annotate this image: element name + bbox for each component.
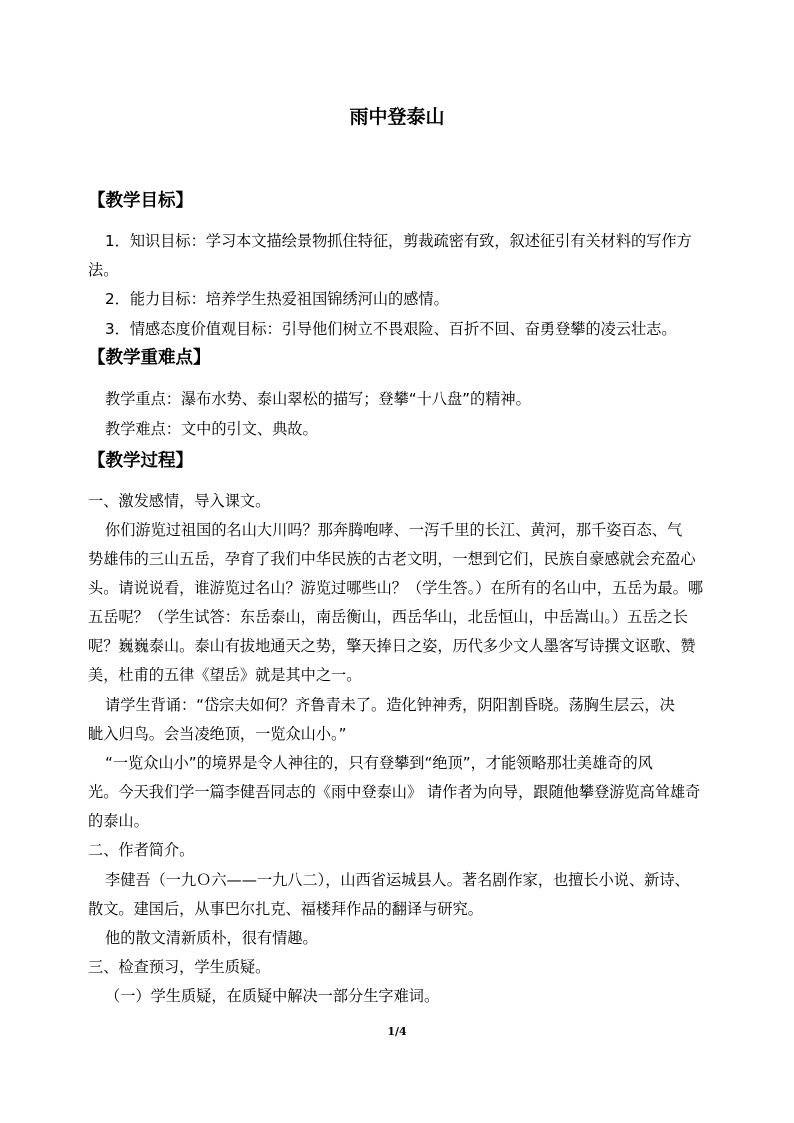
goal-item: 2．能力目标：培养学生热爱祖国锦绣河山的感情。	[105, 290, 449, 308]
key-point-item: 教学难点：文中的引文、典故。	[105, 420, 318, 438]
section-heading-process: 【教学过程】	[88, 451, 193, 471]
paragraph-line: 他的散文清新质朴，很有情趣。	[105, 929, 318, 947]
process-subheading: 三、检查预习，学生质疑。	[88, 958, 271, 976]
paragraph-line: 的泰山。	[88, 812, 149, 830]
paragraph-line: （一）学生质疑，在质疑中解决一部分生字难词。	[105, 987, 440, 1005]
paragraph-line: 头。请说说看，谁游览过名山？游览过哪些山？（学生答。）在所有的名山中，五岳为最。哪	[88, 579, 704, 597]
section-heading-key-points: 【教学重难点】	[88, 348, 211, 368]
paragraph-line: 五岳呢？（学生试答：东岳泰山，南岳衡山，西岳华山，北岳恒山，中岳嵩山。）五岳之长	[88, 608, 688, 626]
paragraph-line: “一览众山小”的境界是令人神往的，只有登攀到“绝顶”，才能领略那壮美雄奇的风	[105, 754, 653, 772]
paragraph-line: 势雄伟的三山五岳，孕育了我们中华民族的古老文明，一想到它们，民族自豪感就会充盈心	[88, 550, 696, 568]
goal-item: 1．知识目标：学习本文描绘景物抓住特征，剪裁疏密有致，叙述征引有关材料的写作方	[105, 232, 692, 250]
paragraph-line: 光。今天我们学一篇李健吾同志的《雨中登泰山》 请作者为向导，跟随他攀登游览高耸雄奇	[88, 783, 701, 801]
key-point-item: 教学重点：瀑布水势、泰山翠松的描写；登攀“十八盘”的精神。	[105, 390, 531, 408]
paragraph-line: 你们游览过祖国的名山大川吗？那奔腾咆哮、一泻千里的长江、黄河，那千姿百态、气	[105, 521, 683, 539]
goal-item: 法。	[88, 261, 119, 279]
paragraph-line: 美，杜甫的五律《望岳》就是其中之一。	[88, 666, 362, 684]
paragraph-line: 李健吾（一九Ｏ六——一九八二），山西省运城县人。著名剧作家，也擅长小说、新诗、	[105, 871, 690, 889]
document-title: 雨中登泰山	[349, 106, 445, 128]
process-subheading: 一、激发感情，导入课文。	[88, 492, 271, 510]
section-heading-goals: 【教学目标】	[88, 191, 193, 211]
page-number: 1/4	[387, 1025, 407, 1038]
paragraph-line: 请学生背诵：“岱宗夫如何？齐鲁青未了。造化钟神秀，阴阳割昏晓。荡胸生层云，决	[105, 696, 675, 714]
process-subheading: 二、作者简介。	[88, 841, 195, 859]
paragraph-line: 眦入归鸟。会当凌绝顶，一览众山小。”	[88, 725, 347, 743]
paragraph-line: 呢？巍巍泰山。泰山有拔地通天之势，擎天捧日之姿，历代多少文人墨客写诗撰文讴歌、赞	[88, 637, 696, 655]
goal-item: 3．情感态度价值观目标：引导他们树立不畏艰险、百折不回、奋勇登攀的凌云壮志。	[105, 320, 677, 338]
paragraph-line: 散文。建国后，从事巴尔扎克、福楼拜作品的翻译与研究。	[88, 900, 483, 918]
